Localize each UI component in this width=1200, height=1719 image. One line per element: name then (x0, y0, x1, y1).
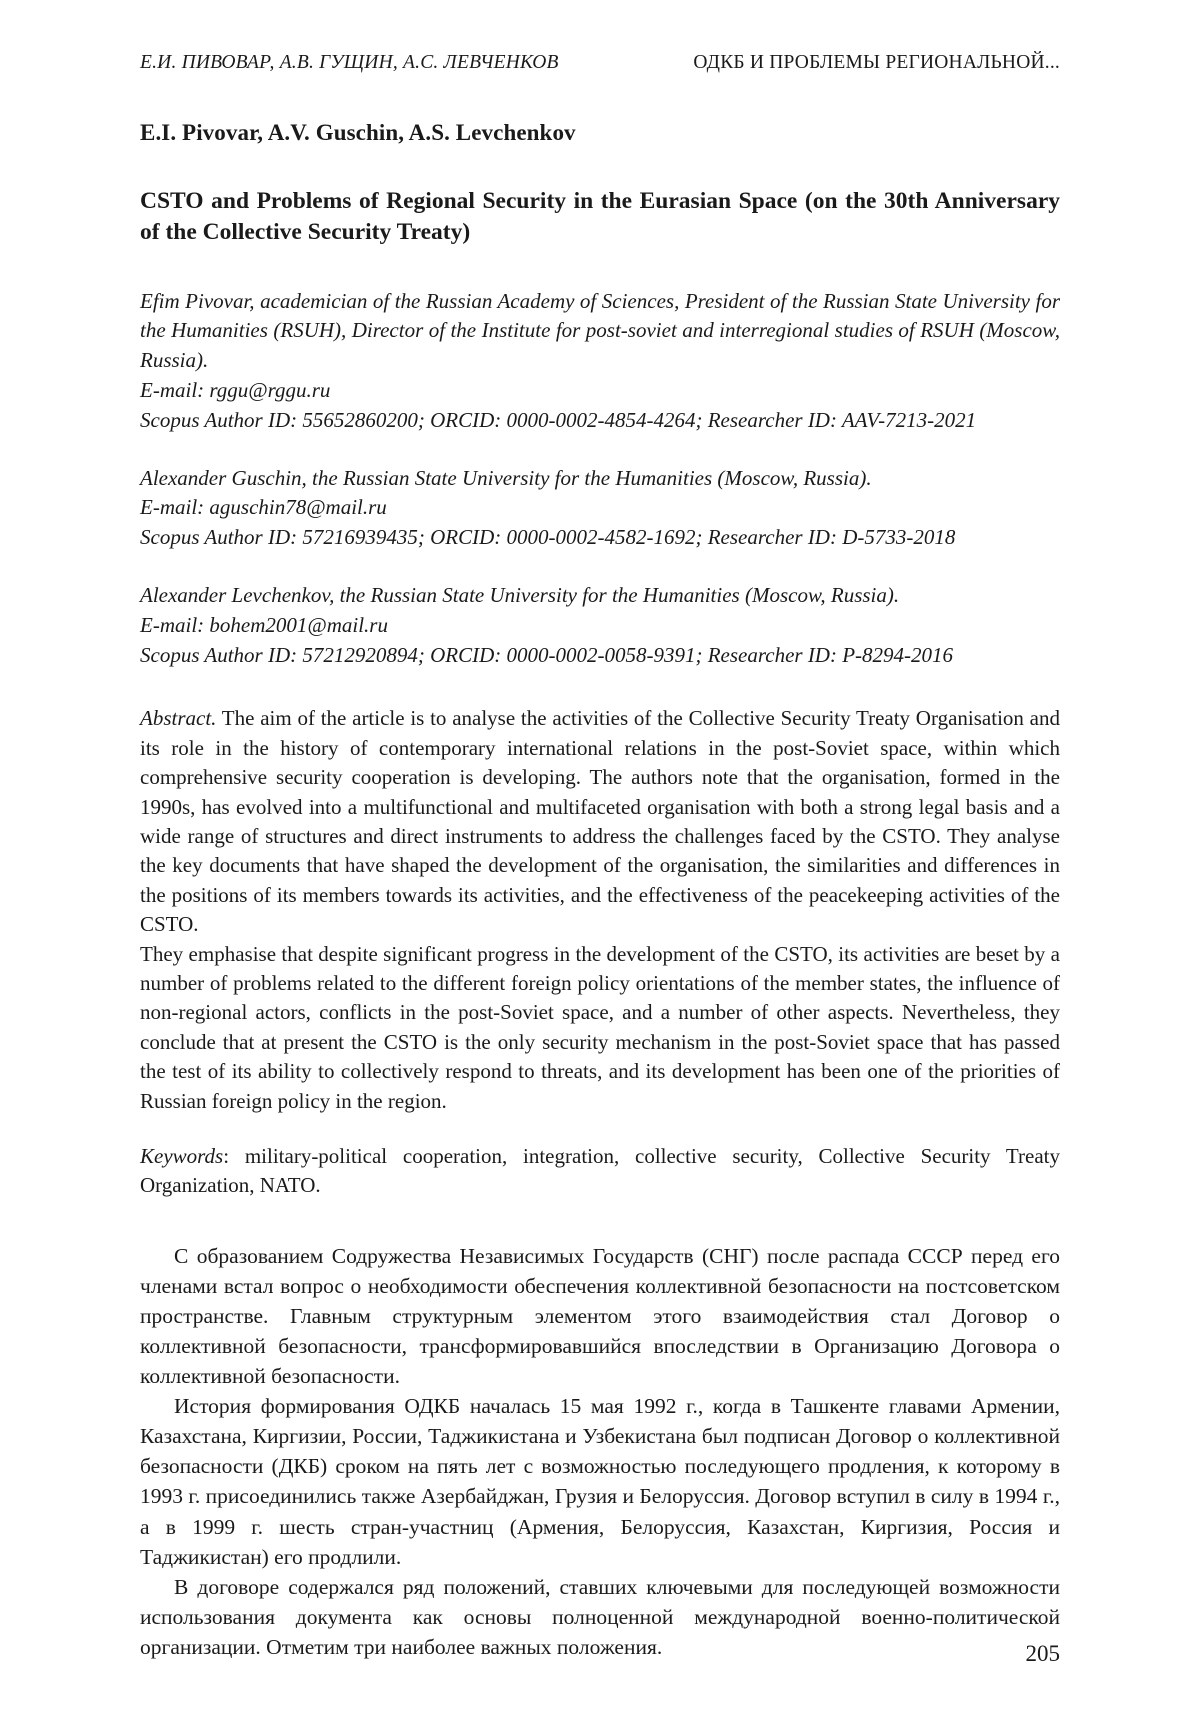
body-paragraph: История формирования ОДКБ началась 15 мая 1992 г., когда в Ташкенте главами Армении, Казахстана, Киргизии, России, Таджикистана и Узбекистана был подписан Договор о коллективной безопасности (ДКБ) сроком на пять лет с возможностью последующего продления, к которому в 1993 г. присоединились также Азербайджан, Грузия и Белоруссия. Договор вступил в силу в 1994 г., а в 1999 г. шесть стран-участниц (Армения, Белоруссия, Казахстан, Киргизия, Россия и Таджикистан) его продлили. (140, 1394, 1060, 1569)
body-paragraph: С образованием Содружества Независимых Государств (СНГ) после распада СССР перед его членами встал вопрос о необходимости обеспечения коллективной безопасности на постсоветском пространстве. Главным структурным элементом этого взаимодействия стал Договор о коллективной безопасности, трансформировавшийся впоследствии в Организацию Договора о коллективной безопасности. (140, 1243, 1060, 1389)
running-head-authors: Е.И. ПИВОВАР, А.В. ГУЩИН, А.С. ЛЕВЧЕНКОВ (140, 52, 559, 73)
affiliation-block-3 (140, 581, 1060, 670)
abstract-label: Abstract. (140, 706, 217, 731)
author-bio: Efim Pivovar, academician of the Russian Academy of Sciences, President of the Russian State University for the Humanities (RSUH), Director of the Institute for post-soviet and interregional studies of RSUH (Moscow, Russia). (140, 288, 1060, 373)
author-email: E-mail: rggu@rggu.ru (140, 377, 331, 402)
running-head (140, 52, 1060, 74)
author-bio: Alexander Levchenkov, the Russian State University for the Humanities (Moscow, Russia). (140, 583, 900, 607)
body-text (140, 1241, 1060, 1662)
running-head-title: ОДКБ И ПРОБЛЕМЫ РЕГИОНАЛЬНОЙ... (693, 52, 1060, 73)
affiliation-block-2 (140, 464, 1060, 553)
author-ids: Scopus Author ID: 55652860200; ORCID: 0000-0002-4854-4264; Researcher ID: AAV-7213-2021 (140, 407, 977, 432)
authors-line: E.I. Pivovar, A.V. Guschin, A.S. Levchenkov (140, 120, 576, 145)
author-bio: Alexander Guschin, the Russian State University for the Humanities (Moscow, Russia). (140, 465, 872, 490)
author-ids: Scopus Author ID: 57216939435; ORCID: 0000-0002-4582-1692; Researcher ID: D-5733-2018 (140, 525, 956, 550)
keywords-section (140, 1142, 1060, 1201)
keywords-label: Keywords (140, 1143, 224, 1168)
keywords-text: : military-political cooperation, integration, collective security, Collective Security Treaty Organization, NATO. (140, 1143, 1060, 1198)
page-number: 205 (1025, 1641, 1060, 1666)
author-email: E-mail: aguschin78@mail.ru (140, 495, 387, 520)
article-title: CSTO and Problems of Regional Security in the Eurasian Space (on the 30th Anniversary of the Collective Security Treaty) (140, 188, 1060, 246)
body-paragraph: В договоре содержался ряд положений, ставших ключевыми для последующей возможности использования документа как основы полноценной международной военно-политической организации. Отметим три наиболее важных положения. (140, 1574, 1060, 1659)
abstract-text-1: The aim of the article is to analyse the activities of the Collective Security Treaty Organisation and its role in the history of contemporary international relations in the post-Soviet space, within which comprehensive security cooperation is developing. The authors note that the organisation, formed in the 1990s, has evolved into a multifunctional and multifaceted organisation with both a strong legal basis and a wide range of structures and direct instruments to address the challenges faced by the CSTO. They analyse the key documents that have shaped the development of the organisation, the similarities and differences in the positions of its members towards its activities, and the effectiveness of the peacekeeping activities of the CSTO. (140, 706, 1060, 937)
abstract-paragraph-1 (140, 704, 1060, 939)
author-email: E-mail: bohem2001@mail.ru (140, 612, 388, 637)
abstract-paragraph-2: They emphasise that despite significant progress in the development of the CSTO, its activities are beset by a number of problems related to the different foreign policy orientations of the member states, the influence of non-regional actors, conflicts in the post-Soviet space, and a number of other aspects. Nevertheless, they conclude that at present the CSTO is the only security mechanism in the post-Soviet space that has passed the test of its ability to collectively respond to threats, and its development has been one of the priorities of Russian foreign policy in the region. (140, 941, 1060, 1113)
page-content (140, 52, 1060, 1662)
keywords-paragraph (140, 1142, 1060, 1201)
author-ids: Scopus Author ID: 57212920894; ORCID: 0000-0002-0058-9391; Researcher ID: P-8294-2016 (140, 642, 954, 667)
abstract-section (140, 704, 1060, 1115)
affiliation-block-1 (140, 287, 1060, 436)
